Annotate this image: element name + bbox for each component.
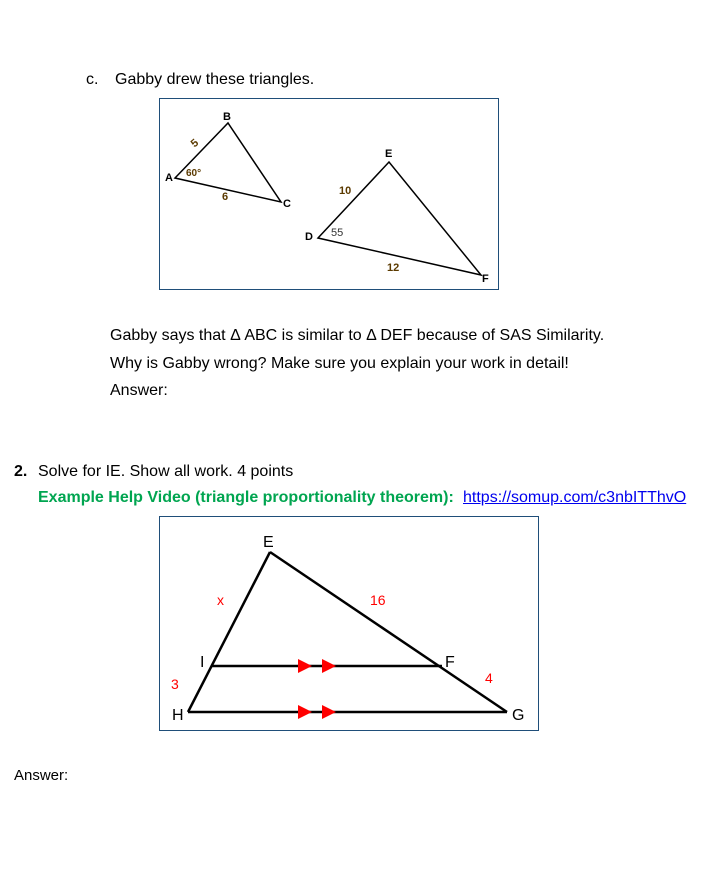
part-c-intro: Gabby drew these triangles. bbox=[115, 71, 315, 88]
label-side-ab: 5 bbox=[188, 136, 202, 151]
help-video-link[interactable]: https://somup.com/c3nbITThvO bbox=[463, 489, 687, 506]
label-angle-a: 60° bbox=[186, 168, 202, 179]
proportionality-figure bbox=[159, 516, 539, 731]
label-a: A bbox=[165, 172, 173, 184]
label-c: C bbox=[283, 198, 291, 210]
label-side-de: 10 bbox=[339, 185, 352, 197]
triangles-figure bbox=[159, 98, 499, 290]
label-segment-ef: 16 bbox=[370, 592, 386, 608]
label-side-df: 12 bbox=[387, 262, 400, 274]
side-eh bbox=[188, 552, 270, 712]
prompt-text: Why is Gabby wrong? Make sure you explain your work in detail! bbox=[110, 355, 569, 372]
claim-text: Gabby says that Δ ABC is similar to Δ DEF because of SAS Similarity. bbox=[110, 327, 605, 344]
triangle-def bbox=[318, 162, 481, 275]
triangles-svg bbox=[160, 99, 498, 289]
parallel-mark-icon bbox=[298, 705, 312, 719]
label-vertex-f: F bbox=[445, 654, 455, 671]
parallel-mark-icon bbox=[322, 705, 336, 719]
label-vertex-i: I bbox=[200, 654, 205, 671]
question-2-number: 2. bbox=[14, 463, 28, 480]
side-eg bbox=[270, 552, 507, 712]
label-d: D bbox=[305, 231, 313, 243]
label-e: E bbox=[385, 148, 393, 160]
label-vertex-h: H bbox=[172, 707, 184, 724]
label-vertex-e: E bbox=[263, 534, 274, 551]
label-segment-fg: 4 bbox=[485, 670, 493, 686]
label-segment-ih: 3 bbox=[171, 676, 179, 692]
question-2-text: Solve for IE. Show all work. 4 points bbox=[38, 463, 294, 480]
label-angle-d: 55 bbox=[331, 227, 344, 239]
help-video-label: Example Help Video (triangle proportionality theorem): bbox=[38, 489, 454, 506]
label-f: F bbox=[482, 273, 489, 285]
label-b: B bbox=[223, 111, 231, 123]
label-segment-ie: x bbox=[217, 592, 224, 608]
answer-label: Answer: bbox=[14, 767, 69, 784]
label-side-ac: 6 bbox=[222, 191, 229, 203]
proportionality-svg bbox=[160, 517, 538, 730]
parallel-mark-icon bbox=[322, 659, 336, 673]
part-c-label: c. bbox=[86, 71, 99, 88]
label-vertex-g: G bbox=[512, 707, 525, 724]
part-c-answer-label: Answer: bbox=[110, 382, 168, 399]
parallel-mark-icon bbox=[298, 659, 312, 673]
